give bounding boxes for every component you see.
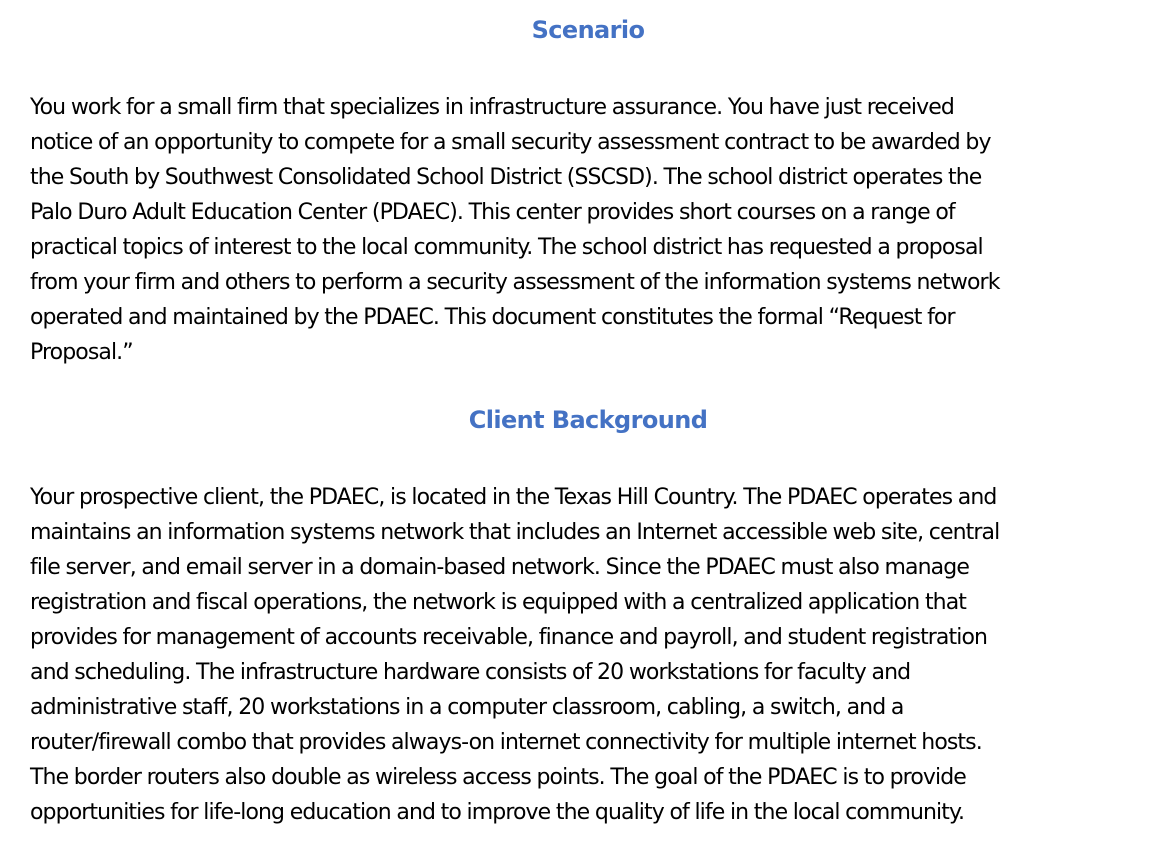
paragraph-line: operated and maintained by the PDAEC. This document constitutes the formal “Request for	[30, 305, 955, 330]
paragraph-line: file server, and email server in a domain-based network. Since the PDAEC must also manage	[30, 555, 969, 580]
client-background-paragraph	[30, 480, 999, 830]
paragraph-line: from your firm and others to perform a security assessment of the information systems network	[30, 270, 1000, 295]
paragraph-line: notice of an opportunity to compete for a small security assessment contract to be awarded by	[30, 130, 991, 155]
paragraph-line: practical topics of interest to the local community. The school district has requested a proposal	[30, 235, 983, 260]
paragraph-line: The border routers also double as wireless access points. The goal of the PDAEC is to provide	[30, 765, 966, 790]
section-heading-scenario: Scenario	[531, 16, 645, 44]
paragraph-line: Palo Duro Adult Education Center (PDAEC). This center provides short courses on a range of	[30, 200, 955, 225]
paragraph-line: router/firewall combo that provides always-on internet connectivity for multiple internet hosts.	[30, 730, 982, 755]
paragraph-line: administrative staff, 20 workstations in a computer classroom, cabling, a switch, and a	[30, 695, 904, 720]
paragraph-line: You work for a small firm that specializes in infrastructure assurance. You have just received	[30, 95, 954, 120]
section-heading-client-background: Client Background	[468, 406, 708, 434]
paragraph-line: registration and fiscal operations, the network is equipped with a centralized application that	[30, 590, 967, 615]
paragraph-line: opportunities for life-long education and to improve the quality of life in the local community.	[30, 800, 965, 825]
paragraph-line: provides for management of accounts receivable, finance and payroll, and student registration	[30, 625, 988, 650]
scenario-paragraph	[30, 90, 1000, 370]
paragraph-line: maintains an information systems network that includes an Internet accessible web site, central	[30, 520, 1000, 545]
paragraph-line: and scheduling. The infrastructure hardware consists of 20 workstations for faculty and	[30, 660, 911, 685]
paragraph-line: Your prospective client, the PDAEC, is located in the Texas Hill Country. The PDAEC operates and	[30, 485, 997, 510]
paragraph-line: Proposal.”	[30, 340, 133, 365]
paragraph-line: the South by Southwest Consolidated School District (SSCSD). The school district operates the	[30, 165, 982, 190]
